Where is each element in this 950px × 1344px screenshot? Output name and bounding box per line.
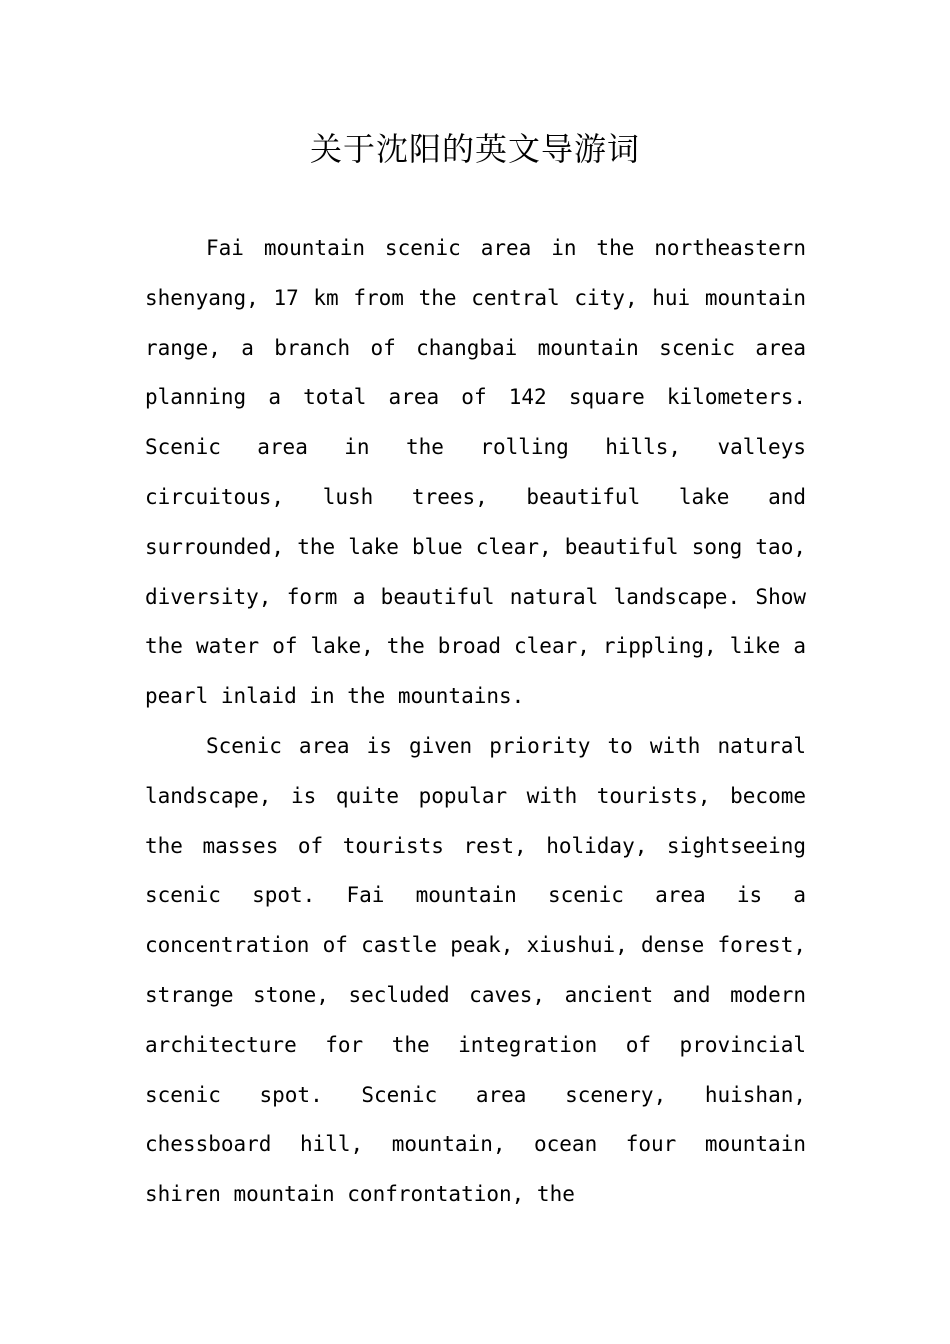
document-title: 关于沈阳的英文导游词 bbox=[309, 130, 640, 168]
paragraph-2: Scenic area is given priority to with natural landscape, is quite popular with tourists, become the masses of tourists rest, holiday, sightseeing scenic spot. Fai mountain scenic area is a concentration of castle peak, xiushui, dense forest, strange stone, secluded caves, ancient and modern architecture for the integration of provincial scenic spot. Scenic area scenery, huishan, chessboard hill, mountain, ocean four mountain shiren mountain confrontation, the bbox=[145, 733, 806, 1207]
paragraph-1: Fai mountain scenic area in the northeastern shenyang, 17 km from the central city, hui mountain range, a branch of changbai mountain scenic area planning a total area of 142 square kilometers. Scenic area in the rolling hills, valleys circuitous, lush trees, beautiful lake and surrounded, the lake blue clear, beautiful song tao, diversity, form a beautiful natural landscape. Show the water of lake, the broad clear, rippling, like a pearl inlaid in the mountains. bbox=[145, 236, 806, 709]
document-body bbox=[145, 224, 806, 1220]
